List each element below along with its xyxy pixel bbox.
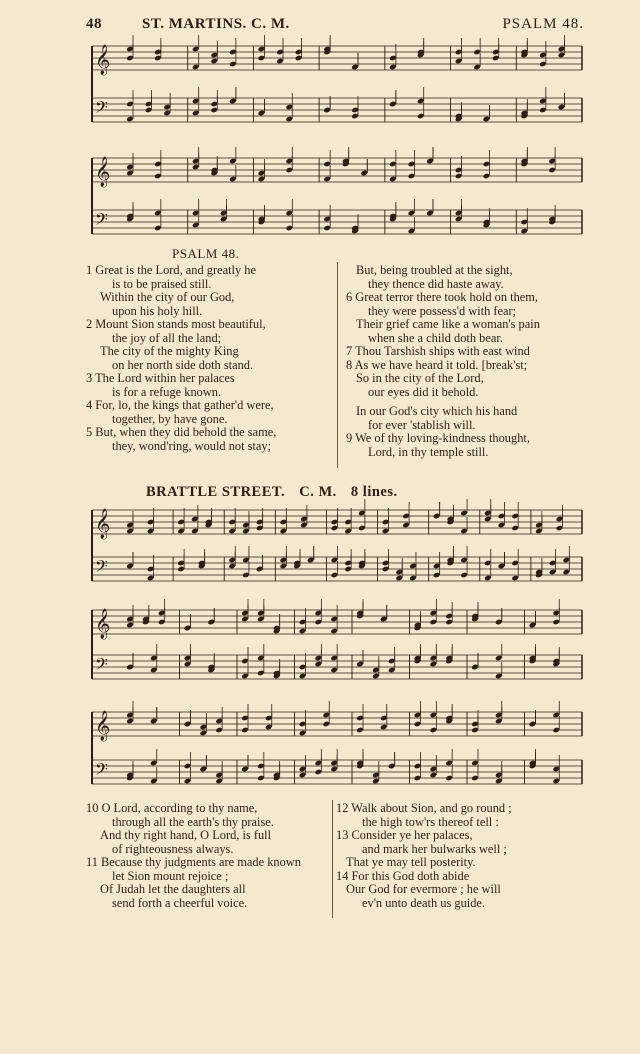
verse-line: 11 Because thy judgments are made known <box>86 855 301 869</box>
verse-line: The city of the mighty King <box>100 344 239 358</box>
verse-line: And thy right hand, O Lord, is full <box>100 828 272 842</box>
verse-line: the joy of all the land; <box>112 330 222 345</box>
verse-line: 5 But, when they did behold the same, <box>86 425 277 439</box>
verse-column-right <box>346 264 540 459</box>
bass-clef-icon: 𝄢 <box>95 759 108 783</box>
verse-line: Their grief came like a woman's pain <box>356 317 540 331</box>
verse-line: 3 The Lord within her palaces <box>86 371 235 385</box>
treble-clef-icon: 𝄞 <box>95 711 111 741</box>
verse-line: they thence did haste away. <box>368 276 504 291</box>
verse-line: So in the city of the Lord, <box>356 371 484 385</box>
verse-line: 1 Great is the Lord, and greatly he <box>86 263 256 277</box>
column-divider-2 <box>332 800 333 918</box>
verse-line: 7 Thou Tarshish ships with east wind <box>346 344 530 358</box>
verse-line: That ye may tell posterity. <box>346 855 476 869</box>
page-number: 48 <box>86 16 102 32</box>
verse-line: 12 Walk about Sion, and go round ; <box>336 801 512 815</box>
verse-line: is to be praised still. <box>112 276 212 291</box>
verse-line: is for a refuge known. <box>112 384 222 399</box>
verse-line: upon his holy hill. <box>112 303 203 318</box>
verse-line: for ever 'stablish will. <box>368 417 476 432</box>
verse-line: 4 For, lo, the kings that gather'd were, <box>86 398 274 412</box>
verse-line: 8 As we have heard it told. [break'st; <box>346 357 528 372</box>
verse-line: send forth a cheerful voice. <box>112 895 248 910</box>
tune-title: ST. MARTINS. C. M. <box>142 16 290 32</box>
verse-line: ev'n unto death us guide. <box>362 895 486 910</box>
verse-line: our eyes did it behold. <box>368 384 479 399</box>
bass-clef-icon: 𝄢 <box>95 556 108 580</box>
verse-line: on her north side doth stand. <box>112 357 254 372</box>
verse-column-right-2 <box>336 802 512 910</box>
verse-line: 2 Mount Sion stands most beautiful, <box>86 317 266 331</box>
verse-line: through all the earth's thy praise. <box>112 814 274 829</box>
bass-clef-icon: 𝄢 <box>95 97 108 121</box>
bass-clef-icon: 𝄢 <box>95 209 108 233</box>
verse-line: In our God's city which his hand <box>356 404 518 418</box>
psalm-reference: PSALM 48. <box>502 16 584 32</box>
verse-line: Within the city of our God, <box>100 290 235 304</box>
tune-lines-note: 8 lines. <box>350 484 398 500</box>
verse-line: and mark her bulwarks well ; <box>362 841 507 856</box>
verse-line: 10 O Lord, according to thy name, <box>86 801 258 815</box>
treble-clef-icon: 𝄞 <box>95 509 111 539</box>
verse-line: 9 We of thy loving-kindness thought, <box>346 431 530 445</box>
column-divider <box>337 262 338 468</box>
verse-column-left <box>86 264 276 453</box>
verse-line: when she a child doth bear. <box>368 330 503 345</box>
tune-name: BRATTLE STREET. <box>146 484 286 500</box>
tune-title-brattle-street <box>146 484 408 501</box>
verse-line: let Sion mount rejoice ; <box>112 868 229 883</box>
verse-column-left-2 <box>86 802 301 910</box>
verse-line: Of Judah let the daughters all <box>100 882 246 896</box>
treble-clef-icon: 𝄞 <box>95 157 111 187</box>
verse-line: of righteousness always. <box>112 841 234 856</box>
tune-meter: C. M. <box>299 484 337 500</box>
verse-line: 13 Consider ye her palaces, <box>336 828 473 842</box>
verse-line: Lord, in thy temple still. <box>368 444 489 459</box>
treble-clef-icon: 𝄞 <box>95 609 111 639</box>
verse-line: Our God for evermore ; he will <box>346 882 501 896</box>
treble-clef-icon: 𝄞 <box>95 45 111 75</box>
verse-line: 6 Great terror there took hold on them, <box>346 290 538 304</box>
verse-line: 14 For this God doth abide <box>336 868 470 883</box>
verse-line: But, being troubled at the sight, <box>356 263 513 277</box>
verse-line: together, by have gone. <box>112 411 228 426</box>
verse-line: they, wond'ring, would not stay; <box>112 438 272 453</box>
verse-line: they were possess'd with fear; <box>368 303 517 318</box>
psalm-subtitle: PSALM 48. <box>172 246 240 261</box>
bass-clef-icon: 𝄢 <box>95 654 108 678</box>
verse-line: the high tow'rs thereof tell : <box>362 814 499 829</box>
